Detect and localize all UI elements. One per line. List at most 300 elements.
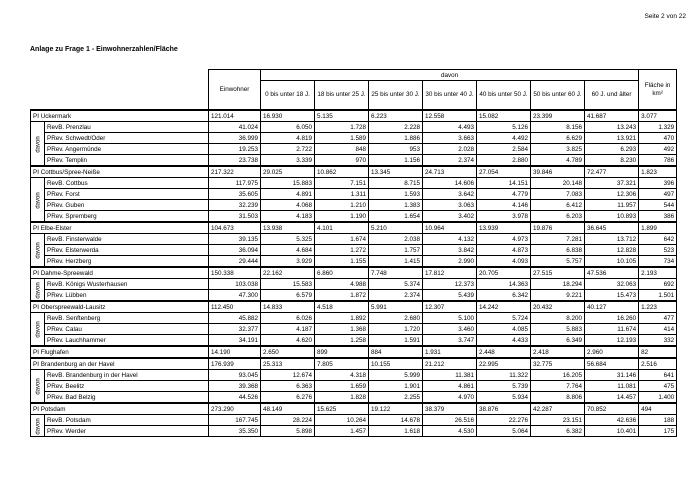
cell-value: 6.026 — [261, 313, 315, 324]
cell-value: 8.806 — [531, 392, 585, 404]
cell-value: 12.674 — [261, 370, 315, 381]
davon-label — [31, 122, 45, 167]
group-value: 14.242 — [477, 301, 531, 313]
cell-value: 6.349 — [531, 335, 585, 347]
unit-name: PRev. Schwedt/Oder — [45, 133, 209, 144]
cell-value: 12.306 — [585, 189, 639, 200]
cell-value: 6.579 — [261, 290, 315, 302]
cell-value: 10.105 — [585, 256, 639, 268]
cell-value: 44.526 — [209, 392, 261, 404]
cell-value: 848 — [315, 144, 369, 155]
unit-name: RevB. Senftenberg — [45, 313, 209, 324]
cell-value: 8.230 — [585, 155, 639, 167]
group-value: 15.082 — [477, 110, 531, 122]
group-value: 7.748 — [369, 267, 423, 279]
cell-value: 14.151 — [477, 178, 531, 189]
table-row — [31, 415, 677, 426]
cell-value: 734 — [639, 256, 677, 268]
cell-value: 14.606 — [423, 178, 477, 189]
unit-name: RevB. Königs Wusterhausen — [45, 279, 209, 290]
cell-value: 4.819 — [261, 133, 315, 144]
header-age-group: 50 bis unter 60 J. — [531, 81, 585, 111]
group-value: 217.322 — [209, 166, 261, 178]
cell-value: 4.318 — [315, 370, 369, 381]
cell-value: 2.722 — [261, 144, 315, 155]
cell-value: 523 — [639, 245, 677, 256]
group-row — [31, 358, 677, 370]
table-row — [31, 324, 677, 335]
cell-value: 9.221 — [531, 290, 585, 302]
table-row — [31, 392, 677, 404]
unit-name: PRev. Lauchhammer — [45, 335, 209, 347]
group-value: 22.162 — [261, 267, 315, 279]
group-value: 41.687 — [585, 110, 639, 122]
cell-value: 2.990 — [423, 256, 477, 268]
blank-corner — [31, 70, 209, 111]
table-row — [31, 155, 677, 167]
cell-value: 1.501 — [639, 290, 677, 302]
group-value: 2.193 — [639, 267, 677, 279]
table-row — [31, 144, 677, 155]
cell-value: 5.724 — [477, 313, 531, 324]
table-row — [31, 256, 677, 268]
cell-value: 3.842 — [423, 245, 477, 256]
table-row — [31, 335, 677, 347]
group-value: 5.135 — [315, 110, 369, 122]
cell-value: 1.156 — [369, 155, 423, 167]
cell-value: 1.383 — [369, 200, 423, 211]
header-age-group: 40 bis unter 50 J. — [477, 81, 531, 111]
unit-name: PRev. Calau — [45, 324, 209, 335]
cell-value: 41.024 — [209, 122, 261, 133]
unit-name: PRev. Forst — [45, 189, 209, 200]
table-row — [31, 426, 677, 437]
group-value: 3.077 — [639, 110, 677, 122]
cell-value: 3.663 — [423, 133, 477, 144]
cell-value: 3.460 — [423, 324, 477, 335]
cell-value: 32.239 — [209, 200, 261, 211]
cell-value: 93.045 — [209, 370, 261, 381]
cell-value: 1.258 — [315, 335, 369, 347]
page-title: Anlage zu Frage 1 - Einwohnerzahlen/Fläche — [30, 46, 178, 53]
cell-value: 1.368 — [315, 324, 369, 335]
cell-value: 31.146 — [585, 370, 639, 381]
davon-label — [31, 234, 45, 268]
cell-value: 3.063 — [423, 200, 477, 211]
unit-name: RevB. Cottbus — [45, 178, 209, 189]
group-value: 899 — [315, 346, 369, 358]
cell-value: 5.374 — [369, 279, 423, 290]
cell-value: 47.300 — [209, 290, 261, 302]
cell-value: 1.659 — [315, 381, 369, 392]
group-value: 36.645 — [585, 222, 639, 234]
cell-value: 4.085 — [477, 324, 531, 335]
cell-value: 10.264 — [315, 415, 369, 426]
table-row — [31, 370, 677, 381]
cell-value: 18.294 — [531, 279, 585, 290]
table-row — [31, 189, 677, 200]
header-age-group: 25 bis unter 30 J. — [369, 81, 423, 111]
table-row — [31, 381, 677, 392]
cell-value: 2.028 — [423, 144, 477, 155]
cell-value: 3.978 — [477, 211, 531, 223]
davon-label-text: davon — [35, 191, 42, 209]
cell-value: 11.957 — [585, 200, 639, 211]
cell-value: 5.126 — [477, 122, 531, 133]
table-row — [31, 290, 677, 302]
group-value: 13.345 — [369, 166, 423, 178]
table-row — [31, 211, 677, 223]
cell-value: 3.825 — [531, 144, 585, 155]
unit-name: PRev. Templin — [45, 155, 209, 167]
davon-label-text: davon — [35, 242, 42, 259]
davon-label-text: davon — [35, 378, 42, 395]
group-value: 19.122 — [369, 403, 423, 415]
cell-value: 11.674 — [585, 324, 639, 335]
cell-value: 4.988 — [315, 279, 369, 290]
group-value: 23.399 — [531, 110, 585, 122]
group-value: 112.450 — [209, 301, 261, 313]
cell-value: 1.591 — [369, 335, 423, 347]
cell-value: 167.745 — [209, 415, 261, 426]
cell-value: 6.293 — [585, 144, 639, 155]
cell-value: 5.757 — [531, 256, 585, 268]
unit-name: PRev. Guben — [45, 200, 209, 211]
cell-value: 23.738 — [209, 155, 261, 167]
cell-value: 13.712 — [585, 234, 639, 245]
cell-value: 5.064 — [477, 426, 531, 437]
group-value: 2.516 — [639, 358, 677, 370]
group-name: PI Elbe-Elster — [31, 222, 209, 234]
cell-value: 4.132 — [423, 234, 477, 245]
cell-value: 15.883 — [261, 178, 315, 189]
population-table — [30, 69, 677, 437]
group-value: 2.448 — [477, 346, 531, 358]
cell-value: 6.276 — [261, 392, 315, 404]
cell-value: 5.934 — [477, 392, 531, 404]
cell-value: 4.779 — [477, 189, 531, 200]
cell-value: 36.094 — [209, 245, 261, 256]
group-value: 1.931 — [423, 346, 477, 358]
unit-name: RevB. Potsdam — [45, 415, 209, 426]
cell-value: 13.921 — [585, 133, 639, 144]
cell-value: 45.882 — [209, 313, 261, 324]
cell-value: 2.584 — [477, 144, 531, 155]
header-einwohner: Einwohner — [209, 70, 261, 111]
group-name: PI Flughafen — [31, 346, 209, 358]
group-value: 39.846 — [531, 166, 585, 178]
group-value: 273.290 — [209, 403, 261, 415]
group-value: 14.833 — [261, 301, 315, 313]
group-value: 40.127 — [585, 301, 639, 313]
group-value: 10.964 — [423, 222, 477, 234]
group-value: 2.418 — [531, 346, 585, 358]
cell-value: 12.828 — [585, 245, 639, 256]
table-row — [31, 122, 677, 133]
cell-value: 396 — [639, 178, 677, 189]
cell-value: 15.583 — [261, 279, 315, 290]
group-value: 12.558 — [423, 110, 477, 122]
header-age-group: 30 bis unter 40 J. — [423, 81, 477, 111]
group-value: 29.025 — [261, 166, 315, 178]
unit-name: PRev. Herzberg — [45, 256, 209, 268]
cell-value: 4.873 — [477, 245, 531, 256]
cell-value: 1.828 — [315, 392, 369, 404]
cell-value: 103.038 — [209, 279, 261, 290]
cell-value: 1.589 — [315, 133, 369, 144]
group-name: PI Cottbus/Spree-Neiße — [31, 166, 209, 178]
cell-value: 14.457 — [585, 392, 639, 404]
group-row — [31, 166, 677, 178]
cell-value: 5.999 — [369, 370, 423, 381]
cell-value: 2.880 — [477, 155, 531, 167]
unit-name: RevB. Brandenburg in der Havel — [45, 370, 209, 381]
cell-value: 7.083 — [531, 189, 585, 200]
cell-value: 42.636 — [585, 415, 639, 426]
cell-value: 5.739 — [477, 381, 531, 392]
group-value: 13.939 — [477, 222, 531, 234]
cell-value: 1.155 — [315, 256, 369, 268]
cell-value: 2.680 — [369, 313, 423, 324]
cell-value: 5.883 — [531, 324, 585, 335]
group-name: PI Oberspreewald-Lausitz — [31, 301, 209, 313]
header-age-group: 18 bis unter 25 J. — [315, 81, 369, 111]
cell-value: 4.970 — [423, 392, 477, 404]
cell-value: 16.260 — [585, 313, 639, 324]
group-value: 14.190 — [209, 346, 261, 358]
cell-value: 39.368 — [209, 381, 261, 392]
cell-value: 786 — [639, 155, 677, 167]
cell-value: 14.678 — [369, 415, 423, 426]
cell-value: 31.503 — [209, 211, 261, 223]
cell-value: 5.439 — [423, 290, 477, 302]
group-row — [31, 403, 677, 415]
group-value: 10.862 — [315, 166, 369, 178]
cell-value: 3.339 — [261, 155, 315, 167]
table-row — [31, 200, 677, 211]
table-row — [31, 234, 677, 245]
cell-value: 34.191 — [209, 335, 261, 347]
group-value: 72.477 — [585, 166, 639, 178]
cell-value: 2.374 — [423, 155, 477, 167]
cell-value: 37.321 — [585, 178, 639, 189]
group-value: 5.210 — [369, 222, 423, 234]
unit-name: PRev. Lübben — [45, 290, 209, 302]
header-flaeche: Fläche in km² — [639, 70, 677, 111]
cell-value: 22.276 — [477, 415, 531, 426]
unit-name: PRev. Angermünde — [45, 144, 209, 155]
cell-value: 332 — [639, 335, 677, 347]
cell-value: 39.135 — [209, 234, 261, 245]
cell-value: 1.674 — [315, 234, 369, 245]
group-value: 13.938 — [261, 222, 315, 234]
group-value: 12.307 — [423, 301, 477, 313]
cell-value: 4.433 — [477, 335, 531, 347]
unit-name: PRev. Spremberg — [45, 211, 209, 223]
cell-value: 470 — [639, 133, 677, 144]
cell-value: 6.629 — [531, 133, 585, 144]
cell-value: 1.457 — [315, 426, 369, 437]
cell-value: 5.100 — [423, 313, 477, 324]
cell-value: 7.281 — [531, 234, 585, 245]
davon-label — [31, 313, 45, 347]
cell-value: 6.838 — [531, 245, 585, 256]
cell-value: 11.381 — [423, 370, 477, 381]
group-name: PI Potsdam — [31, 403, 209, 415]
davon-label-text: davon — [35, 417, 42, 435]
cell-value: 26.516 — [423, 415, 477, 426]
cell-value: 5.898 — [261, 426, 315, 437]
cell-value: 10.401 — [585, 426, 639, 437]
group-value: 20.432 — [531, 301, 585, 313]
cell-value: 386 — [639, 211, 677, 223]
group-row — [31, 346, 677, 358]
cell-value: 1.272 — [315, 245, 369, 256]
cell-value: 1.400 — [639, 392, 677, 404]
cell-value: 7.151 — [315, 178, 369, 189]
table-row — [31, 245, 677, 256]
table-row — [31, 279, 677, 290]
cell-value: 16.205 — [531, 370, 585, 381]
group-value: 24.713 — [423, 166, 477, 178]
cell-value: 4.789 — [531, 155, 585, 167]
group-value: 16.930 — [261, 110, 315, 122]
header-age-group: 60 J. und älter — [585, 81, 639, 111]
cell-value: 12.373 — [423, 279, 477, 290]
group-row — [31, 267, 677, 279]
group-value: 15.625 — [315, 403, 369, 415]
group-value: 176.939 — [209, 358, 261, 370]
cell-value: 19.253 — [209, 144, 261, 155]
cell-value: 492 — [639, 144, 677, 155]
cell-value: 414 — [639, 324, 677, 335]
cell-value: 14.363 — [477, 279, 531, 290]
group-value: 121.014 — [209, 110, 261, 122]
cell-value: 5.325 — [261, 234, 315, 245]
cell-value: 4.183 — [261, 211, 315, 223]
page-number: Seite 2 von 22 — [644, 13, 686, 20]
group-value: 2.960 — [585, 346, 639, 358]
group-value: 48.149 — [261, 403, 315, 415]
cell-value: 32.377 — [209, 324, 261, 335]
cell-value: 2.038 — [369, 234, 423, 245]
cell-value: 4.891 — [261, 189, 315, 200]
cell-value: 3.402 — [423, 211, 477, 223]
unit-name: PRev. Beelitz — [45, 381, 209, 392]
table-row — [31, 133, 677, 144]
cell-value: 6.342 — [477, 290, 531, 302]
cell-value: 3.642 — [423, 189, 477, 200]
cell-value: 1.901 — [369, 381, 423, 392]
cell-value: 12.193 — [585, 335, 639, 347]
group-value: 1.223 — [639, 301, 677, 313]
cell-value: 4.620 — [261, 335, 315, 347]
cell-value: 1.311 — [315, 189, 369, 200]
cell-value: 11.081 — [585, 381, 639, 392]
cell-value: 6.050 — [261, 122, 315, 133]
cell-value: 1.593 — [369, 189, 423, 200]
cell-value: 29.444 — [209, 256, 261, 268]
group-value: 82 — [639, 346, 677, 358]
cell-value: 1.892 — [315, 313, 369, 324]
cell-value: 28.224 — [261, 415, 315, 426]
unit-name: RevB. Prenzlau — [45, 122, 209, 133]
group-value: 22.995 — [477, 358, 531, 370]
group-value: 42.287 — [531, 403, 585, 415]
unit-name: PRev. Bad Belzig — [45, 392, 209, 404]
cell-value: 35.605 — [209, 189, 261, 200]
cell-value: 1.654 — [369, 211, 423, 223]
cell-value: 4.146 — [477, 200, 531, 211]
table-row — [31, 313, 677, 324]
group-value: 4.101 — [315, 222, 369, 234]
cell-value: 1.872 — [315, 290, 369, 302]
cell-value: 4.973 — [477, 234, 531, 245]
unit-name: RevB. Finsterwalde — [45, 234, 209, 245]
davon-label — [31, 415, 45, 437]
cell-value: 1.618 — [369, 426, 423, 437]
group-value: 104.673 — [209, 222, 261, 234]
cell-value: 1.886 — [369, 133, 423, 144]
group-value: 494 — [639, 403, 677, 415]
cell-value: 7.764 — [531, 381, 585, 392]
group-value: 6.223 — [369, 110, 423, 122]
cell-value: 4.492 — [477, 133, 531, 144]
cell-value: 10.893 — [585, 211, 639, 223]
header-davon: davon — [261, 70, 639, 81]
davon-label — [31, 370, 45, 404]
group-value: 19.876 — [531, 222, 585, 234]
group-value: 21.212 — [423, 358, 477, 370]
cell-value: 953 — [369, 144, 423, 155]
cell-value: 1.757 — [369, 245, 423, 256]
cell-value: 1.720 — [369, 324, 423, 335]
cell-value: 2.228 — [369, 122, 423, 133]
group-value: 4.518 — [315, 301, 369, 313]
group-value: 10.155 — [369, 358, 423, 370]
cell-value: 4.093 — [477, 256, 531, 268]
cell-value: 6.363 — [261, 381, 315, 392]
cell-value: 20.148 — [531, 178, 585, 189]
cell-value: 4.861 — [423, 381, 477, 392]
cell-value: 11.322 — [477, 370, 531, 381]
group-value: 70.852 — [585, 403, 639, 415]
group-name: PI Uckermark — [31, 110, 209, 122]
cell-value: 15.473 — [585, 290, 639, 302]
group-value: 2.650 — [261, 346, 315, 358]
group-value: 25.313 — [261, 358, 315, 370]
group-name: PI Brandenburg an der Havel — [31, 358, 209, 370]
group-value: 27.054 — [477, 166, 531, 178]
group-value: 27.515 — [531, 267, 585, 279]
cell-value: 477 — [639, 313, 677, 324]
cell-value: 475 — [639, 381, 677, 392]
group-row — [31, 301, 677, 313]
cell-value: 692 — [639, 279, 677, 290]
group-row — [31, 222, 677, 234]
cell-value: 8.200 — [531, 313, 585, 324]
group-value: 5.991 — [369, 301, 423, 313]
cell-value: 1.210 — [315, 200, 369, 211]
table-row — [31, 178, 677, 189]
davon-label-text: davon — [35, 321, 42, 338]
group-value: 7.805 — [315, 358, 369, 370]
cell-value: 6.412 — [531, 200, 585, 211]
cell-value: 2.255 — [369, 392, 423, 404]
cell-value: 8.156 — [531, 122, 585, 133]
cell-value: 4.493 — [423, 122, 477, 133]
cell-value: 32.063 — [585, 279, 639, 290]
